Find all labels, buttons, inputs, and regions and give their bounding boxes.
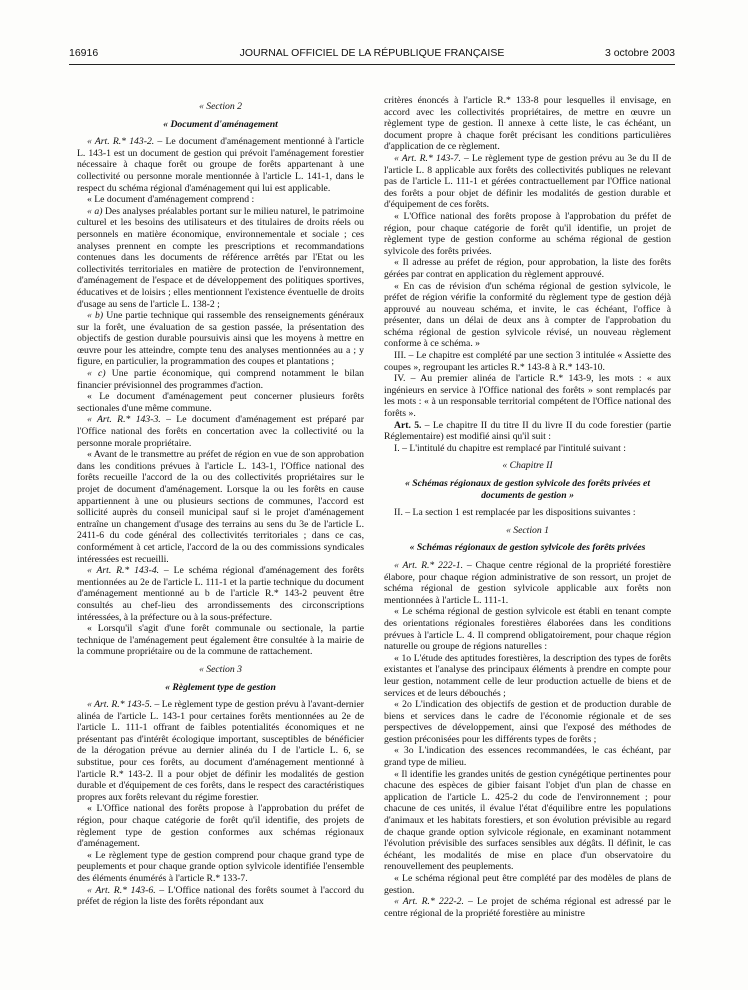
paragraph	[384, 896, 671, 919]
paragraph	[384, 281, 671, 351]
paragraph	[384, 699, 671, 745]
section-heading	[384, 460, 671, 472]
article-ref: « Art. R.* 143-7.	[394, 152, 461, 164]
article-ref: « Art. R.* 143-6.	[87, 884, 156, 896]
paragraph-text: I. – L'intitulé du chapitre est remplacé par l'intitulé suivant :	[394, 442, 626, 454]
section-heading	[384, 525, 671, 537]
paragraph	[77, 206, 364, 310]
paragraph	[77, 449, 364, 565]
heading-text: « Section 1	[505, 524, 550, 536]
paragraph	[384, 745, 671, 768]
article-ref: « a)	[87, 205, 103, 217]
paragraph-text: « En cas de révision d'un schéma régional de gestion sylvicole, le préfet de région vérifie la conformité du règlement type de gestion déjà approuvé au nouveau schéma, et invite, le cas échéant, l'office à présenter, dans un délai de deux ans à compter de l'approbation du schéma régional de gestion sylvicole révisé, un nouveau règlement conforme à ce schéma. »	[384, 280, 671, 350]
section-title	[77, 682, 364, 694]
paragraph-text: « Le document d'aménagement comprend :	[87, 194, 255, 206]
paragraph	[384, 373, 671, 419]
paragraph-text: – Le schéma régional d'aménagement des forêts mentionnées au 2e de l'article L. 111-1 et la partie technique du document d'aménagement mentionné au b de l'article R.* 143-2 peuvent être consultés au chef-lieu des arrondissements des circonscriptions intéressées, à la préfecture ou à la sous-préfecture.	[77, 565, 364, 623]
paragraph-text: « L'Office national des forêts propose à l'approbation du préfet de région, pour chaque catégorie de forêt qu'il identifie, des projets de règlement type de gestion conformes aux schémas régionaux d'aménagement.	[77, 803, 364, 850]
paragraph	[77, 391, 364, 414]
paragraph-text: « Le règlement type de gestion comprend pour chaque grand type de peuplements et pour chaque grande option sylvicole identifiée l'ensemble des éléments énumérés à l'article R.* 133-7.	[77, 849, 364, 884]
paragraph-text: « Le document d'aménagement peut concerner plusieurs forêts sectionales d'une même commune.	[77, 391, 364, 414]
paragraph-text: « Avant de le transmettre au préfet de région en vue de son approbation dans les conditions prévues à l'article L. 143-1, l'Office national des forêts recueille l'accord de la ou des collectivités propriétaires sur le projet de document d'aménagement. Lorsque la ou les forêts en cause appartiennent à une ou plusieurs sections de communes, l'accord est sollicité auprès du conseil municipal sauf si le projet d'aménagement entraîne un changement d'usage des terrains au sens du 3e de l'article L. 2411-6 du code général des collectivités territoriales ; dans ce cas, conformément à cet article, l'accord de la ou des commissions syndicales intéressées est recueilli.	[77, 449, 364, 565]
paragraph	[384, 606, 671, 652]
journal-title: JOURNAL OFFICIEL DE LA RÉPUBLIQUE FRANÇAISE	[239, 47, 505, 59]
article-ref: « Art. R.* 143-2.	[87, 136, 155, 148]
paragraph-text: critères énoncés à l'article R.* 133-8 pour lesquelles il envisage, en accord avec les collectivités propriétaires, de mettre en œuvre un règlement type de gestion. Il annexe à cette liste, le cas échéant, un document propre à chaque forêt précisant les conditions particulières d'application de ce règlement.	[384, 95, 671, 153]
paragraph-text: « Le schéma régional de gestion sylvicole est établi en tenant compte des orientations régionales forestières élaborées dans les conditions prévues à l'article L. 4. Il comprend obligatoirement, pour chaque région naturelle ou groupe de régions naturelles :	[384, 606, 671, 653]
paragraph-text: – Chaque centre régional de la propriété forestière élabore, pour chaque région administrative de son ressort, un projet de schéma régional de gestion sylvicole applicable aux forêts non mentionnées à l'article L. 111-1.	[384, 559, 671, 606]
heading-text: « Schémas régionaux de gestion sylvicole des forêts privées	[409, 542, 646, 554]
paragraph-text: – Le document d'aménagement est préparé par l'Office national des forêts en concertation avec la collectivité ou la personne morale propriétaire.	[77, 414, 364, 449]
paragraph	[77, 310, 364, 368]
paragraph	[77, 368, 364, 391]
heading-text: « Règlement type de gestion	[165, 681, 276, 693]
paragraph	[384, 350, 671, 373]
paragraph	[77, 565, 364, 623]
paragraph	[384, 153, 671, 211]
heading-text: « Schémas régionaux de gestion sylvicole des forêts privées et documents de gestion »	[404, 478, 651, 501]
article-ref: « c)	[87, 368, 106, 380]
paragraph	[384, 873, 671, 896]
paragraph	[77, 699, 364, 803]
header-rule	[69, 64, 675, 65]
paragraph-text: « 3o L'indication des essences recommandées, le cas échéant, par grand type de milieu.	[384, 745, 671, 769]
issue-date: 3 octobre 2003	[604, 47, 675, 59]
paragraph	[384, 211, 671, 257]
section-title	[384, 542, 671, 554]
heading-text: « Chapitre II	[502, 460, 553, 472]
paragraph	[384, 507, 671, 519]
paragraph-text: – Le document d'aménagement mentionné à l'article L. 143-1 est un document de gestion qui prévoit l'aménagement forestier nécessaire à chaque forêt ou groupe de forêts appartenant à une collectivité ou personne morale mentionnée à l'article L. 141-1, dans le respect du schéma régional d'aménagement qui lui est applicable.	[77, 136, 364, 194]
paragraph-text: « 2o L'indication des objectifs de gestion et de production durable de biens et services dans le cadre de l'économie régionale et de ses perspectives de développement, ainsi que l'exposé des méthodes de gestion préconisées pour les différents types de forêts ;	[384, 699, 671, 745]
article-number: Art. 5.	[394, 419, 422, 431]
paragraph-text: Une partie économique, qui comprend notamment le bilan financier prévisionnel des programmes d'action.	[77, 368, 364, 391]
paragraph	[384, 653, 671, 699]
paragraph-text: « Il identifie les grandes unités de gestion cynégétique pertinentes pour chacune des espèces de gibier faisant l'objet d'un plan de chasse en application de l'article L. 425-2 du code de l'environnement ; pour chacune de ces unités, il évalue l'état d'équilibre entre les populations d'animaux et les habitats forestiers, et son évolution prévisible au regard de chaque grande option sylvicole régionale, en examinant notamment l'évolution prévisible des surfaces sensibles aux dégâts. Il définit, le cas échéant, les modalités de mise en place d'un observatoire du renouvellement des peuplements.	[384, 768, 671, 873]
paragraph	[77, 414, 364, 449]
section-heading	[77, 101, 364, 113]
paragraph-text: – Le projet de schéma régional est adressé par le centre régional de la propriété forestière au ministre	[384, 896, 671, 919]
paragraph	[77, 623, 364, 658]
paragraph-text: « Il adresse au préfet de région, pour approbation, la liste des forêts gérées par contrat en application du règlement approuvé.	[384, 257, 671, 280]
paragraph	[384, 257, 671, 280]
paragraph	[77, 194, 364, 206]
section-title	[77, 119, 364, 131]
section-heading	[77, 664, 364, 676]
paragraph-text: III. – Le chapitre est complété par une section 3 intitulée « Assiette des coupes », regroupant les articles R.* 143-8 à R.* 143-10.	[384, 350, 671, 373]
paragraph-text: – Le règlement type de gestion prévu à l'avant-dernier alinéa de l'article L. 143-1 pour certaines forêts mentionnées au 2e de l'article L. 111-1 offrant de faibles potentialités économiques et ne présentant pas d'intérêt écologique important, susceptibles de bénéficier de la dérogation prévue au dernier alinéa du I de l'article L. 6, se substitue, pour ces forêts, au document d'aménagement mentionné à l'article R.* 143-2. Il a pour objet de définir les modalités de gestion durable et d'équipement de ces forêts, dans le respect des caractéristiques propres aux forêts relevant du régime forestier.	[77, 699, 364, 803]
heading-text: « Document d'aménagement	[163, 118, 278, 130]
paragraph-text: « L'Office national des forêts propose à l'approbation du préfet de région, pour chaque catégorie de forêt qu'il identifie, un projet de règlement type de gestion conforme au schéma régional de gestion sylvicole des forêts privées.	[384, 210, 671, 257]
paragraph-text: « 1o L'étude des aptitudes forestières, la description des types de forêts existantes et l'analyse des principaux éléments à prendre en compte pour leur gestion, notamment celle de leur production actuelle de biens et de services et de leurs débouchés ;	[384, 652, 671, 699]
paragraph-text: – L'Office national des forêts soumet à l'accord du préfet de région la liste des forêts répondant aux	[77, 884, 364, 908]
paragraph	[384, 420, 671, 443]
paragraph	[77, 803, 364, 849]
paragraph	[384, 443, 671, 455]
article-ref: « Art. R.* 222-1.	[394, 559, 464, 571]
heading-text: « Section 3	[198, 663, 243, 675]
paragraph-text: « Lorsqu'il s'agit d'une forêt communale ou sectionale, la partie technique de l'aménagement peut également être consultée à la mairie de la commune propriétaire ou de la commune de rattachement.	[77, 623, 364, 658]
left-column	[77, 95, 364, 984]
paragraph-text: Des analyses préalables portant sur le milieu naturel, le patrimoine culturel et les besoins des utilisateurs et des titulaires de droits réels ou personnels en matière économique, environnementale et sociale ; ces analyses prennent en compte les prescriptions et recommandations contenues dans les documents de référence arrêtés par l'Etat ou les collectivités territoriales en matière de protection de l'environnement, d'aménagement de l'espace et de développement des politiques sportives, éducatives et de loisirs ; elles mentionnent l'existence éventuelle de droits d'usage au sens de l'article L. 138-2 ;	[77, 205, 364, 310]
page-number: 16916	[69, 47, 99, 59]
paragraph	[384, 560, 671, 606]
article-ref: « b)	[87, 310, 104, 322]
paragraph	[77, 885, 364, 908]
paragraph	[384, 769, 671, 873]
paragraph-text: II. – La section 1 est remplacée par les dispositions suivantes :	[394, 507, 636, 519]
paragraph-text: IV. – Au premier alinéa de l'article R.* 143-9, les mots : « aux ingénieurs en service à l'Office national des forêts » sont remplacés par les mots : « à un responsable territorial compétent de l'Office national des forêts ».	[384, 373, 671, 420]
article-ref: « Art. R.* 222-2.	[394, 896, 464, 908]
paragraph-text: « Le schéma régional peut être complété par des modèles de plans de gestion.	[384, 873, 671, 896]
article-ref: « Art. R.* 143-4.	[87, 565, 160, 577]
heading-text: « Section 2	[198, 101, 243, 112]
article-ref: « Art. R.* 143-3.	[87, 414, 161, 426]
paragraph	[77, 850, 364, 885]
page-header	[69, 47, 675, 61]
paragraph-text: Une partie technique qui rassemble des renseignements généraux sur la forêt, une évaluation de sa gestion passée, la présentation des objectifs de gestion durable poursuivis ainsi que les moyens à mettre en œuvre pour les atteindre, compte tenu des analyses mentionnées au a ; y figure, en particulier, la programmation des coupes et plantations ;	[77, 310, 364, 368]
section-title	[384, 478, 671, 501]
paragraph-text: – Le règlement type de gestion prévu au 3e du II de l'article L. 8 applicable aux forêts des collectivités publiques ne relevant pas de l'article L. 111-1 et gérées contractuellement par l'Office national des forêts a pour objet de définir les modalités de gestion durable et d'équipement de ces forêts.	[384, 152, 671, 211]
paragraph	[384, 95, 671, 153]
article-ref: « Art. R.* 143-5.	[87, 699, 152, 711]
right-column	[384, 95, 671, 984]
paragraph	[77, 136, 364, 194]
paragraph-text: – Le chapitre II du titre II du livre II du code forestier (partie Réglementaire) est modifié ainsi qu'il suit :	[384, 419, 671, 443]
